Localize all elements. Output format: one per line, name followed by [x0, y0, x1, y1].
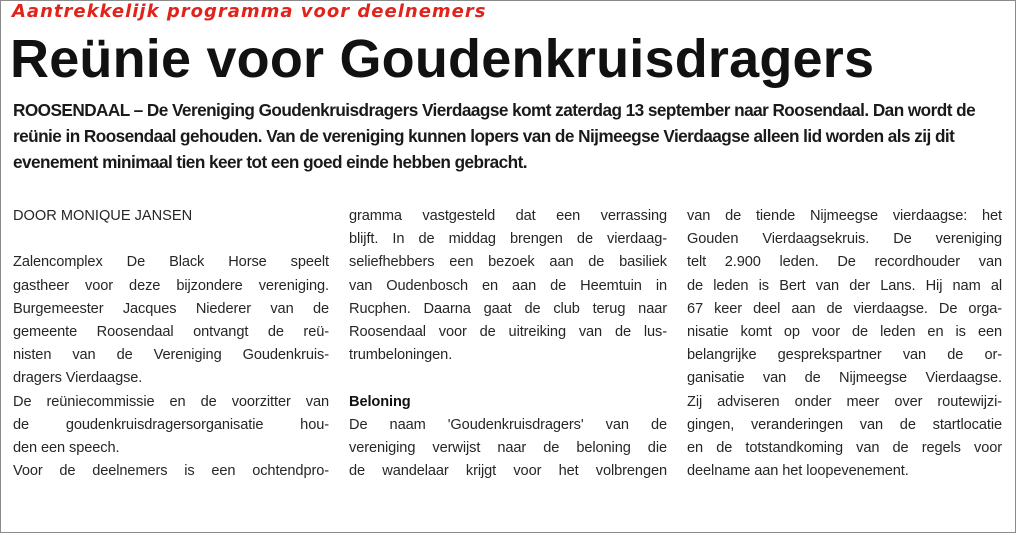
body-line: de leden is Bert van der Lans. Hij nam al [687, 277, 1002, 294]
body-column-1 [13, 205, 329, 483]
body-line: 67 keer deel aan de vierdaagse. De orga- [687, 300, 1002, 317]
body-line: nisatie komt op voor de leden en is een [687, 324, 1002, 341]
body-line: vereniging verwijst naar de beloning die [349, 440, 667, 457]
body-line: Zij adviseren onder meer over routewijzi- [687, 393, 1002, 410]
body-line: belangrijke gesprekspartner van de or- [687, 347, 1002, 364]
byline: DOOR MONIQUE JANSEN [13, 208, 193, 224]
body-line: Rucphen. Daarna gaat de club terug naar [349, 300, 667, 317]
body-line: gingen, veranderingen van de startlocatie [687, 416, 1002, 433]
body-line: Roosendaal voor de uitreiking van de lus- [349, 324, 667, 341]
body-line: de goudenkruisdragersorganisatie hou- [13, 416, 329, 433]
body-line: Voor de deelnemers is een ochtendpro- [13, 463, 329, 480]
body-line: den een speech. [13, 440, 120, 457]
body-line: Burgemeester Jacques Niederer van de [13, 300, 329, 317]
subheading: Beloning [349, 393, 411, 410]
body-line: telt 2.900 leden. De recordhouder van [687, 254, 1002, 271]
body-line: trumbeloningen. [349, 347, 453, 364]
body-line: dragers Vierdaagse. [13, 370, 143, 387]
kicker: Aantrekkelijk programma voor deelnemers [12, 1, 487, 22]
body-line: Zalencomplex De Black Horse speelt [13, 254, 329, 271]
spacer [13, 228, 329, 251]
body-line: nisten van de Vereniging Goudenkruis- [13, 347, 329, 364]
body-line: De naam 'Goudenkruisdragers' van de [349, 416, 667, 433]
body-line: de wandelaar krijgt voor het volbrengen [349, 463, 667, 480]
body-line: gastheer voor deze bijzondere vereniging. [13, 277, 329, 294]
body-line: van de tiende Nijmeegse vierdaagse: het [687, 208, 1002, 224]
body-line: seliefhebbers een bezoek aan de basiliek [349, 254, 667, 271]
body-line: van Oudenbosch en aan de Heemtuin in [349, 277, 667, 294]
body-column-2 [349, 205, 667, 483]
body-line: en de totstandkoming van de regels voor [687, 440, 1002, 457]
lead-paragraph: ROOSENDAAL – De Vereniging Goudenkruisdragers Vierdaagse komt zaterdag 13 september naar Roosendaal. Dan wordt de reünie in Roosendaal gehouden. Van de vereniging kunnen lopers van de Nijmeegse Vierdaagse alleen lid worden als zij dit evenement minimaal tien keer tot een goed einde hebben gebracht. [13, 100, 976, 172]
spacer [349, 367, 667, 390]
headline: Reünie voor Goudenkruisdragers [10, 29, 875, 89]
body-line: Gouden Vierdaagsekruis. De vereniging [687, 231, 1002, 248]
body-line: deelname aan het loopevenement. [687, 463, 909, 480]
body-line: blijft. In de middag brengen de vierdaag- [349, 231, 667, 248]
body-column-3 [687, 205, 1002, 483]
body-line: De reüniecommissie en de voorzitter van [13, 393, 329, 410]
body-line: ganisatie van de Nijmeegse Vierdaagse. [687, 370, 1002, 387]
body-line: gramma vastgesteld dat een verrassing [349, 208, 667, 224]
body-line: gemeente Roosendaal ontvangt de reü- [13, 324, 329, 340]
